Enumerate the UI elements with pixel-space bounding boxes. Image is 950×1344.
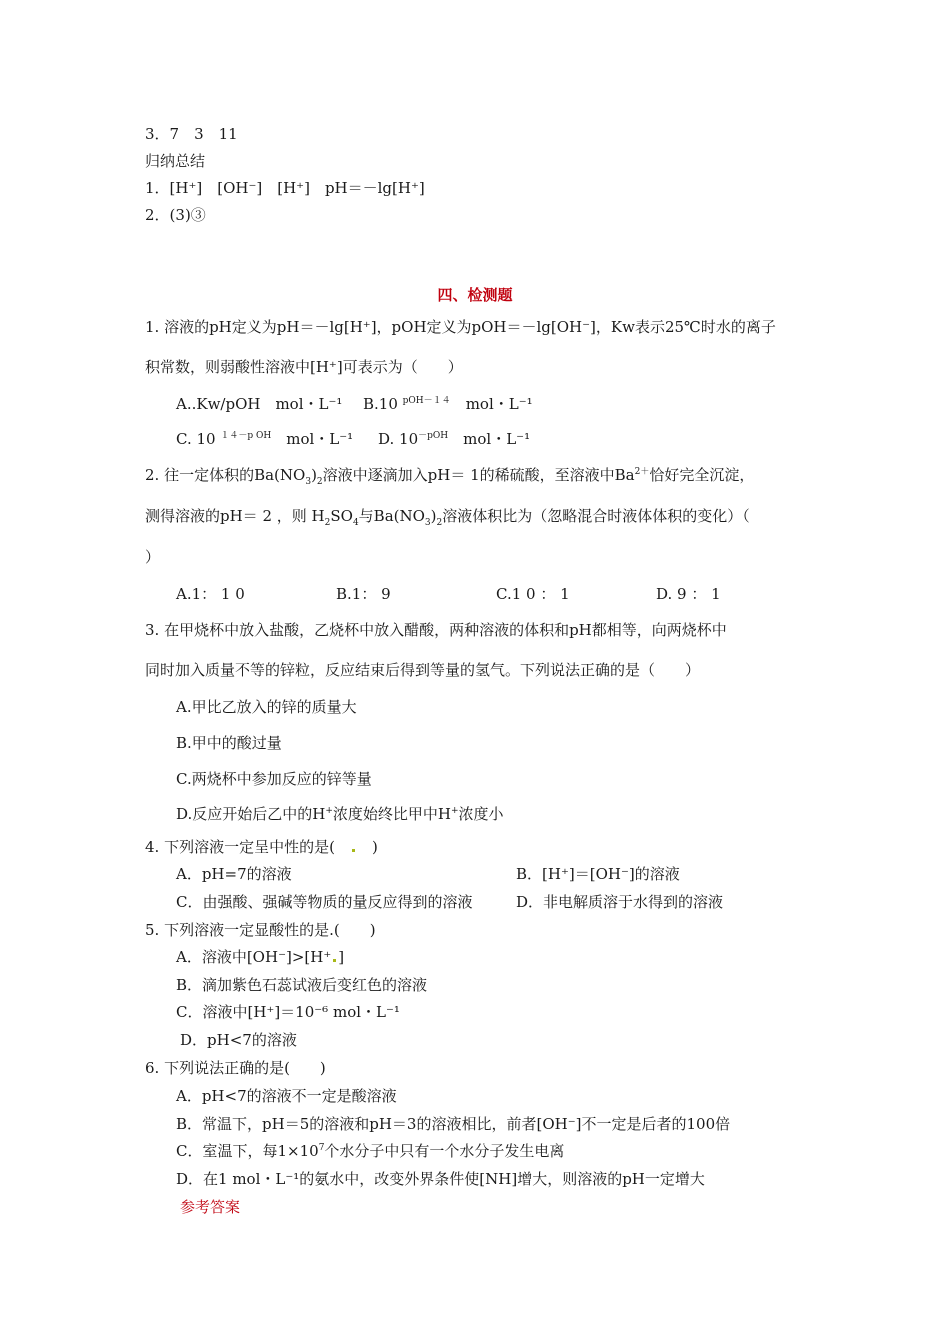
q1-option-b: B.10 $^{pOH-14}$ mol・L⁻¹ xyxy=(363,395,533,413)
q4-option-c: C．由强酸、强碱等物质的量反应得到的溶液 xyxy=(176,893,473,911)
q2-option-c: C.1 0 ： 1 xyxy=(496,585,570,603)
q5-option-c: C．溶液中[H⁺]＝10⁻⁶ mol・L⁻¹ xyxy=(176,1003,400,1021)
q4-options-row-2 xyxy=(176,892,723,912)
q6-stem: 6. 下列说法正确的是( ) xyxy=(145,1059,326,1077)
q3-stem-line-1: 3. 在甲烧杯中放入盐酸，乙烧杯中放入醋酸，两种溶液的体积和pH都相等，向两烧杯中 xyxy=(145,621,727,639)
q3-option-b: B.甲中的酸过量 xyxy=(176,734,282,752)
q4-option-b: B．[H⁺]＝[OH⁻]的溶液 xyxy=(516,865,680,883)
section-title: 四、检测题 xyxy=(437,286,513,304)
q2-option-b: B.1： 9 xyxy=(336,585,391,603)
q1-stem-line-1: 1. 溶液的pH定义为pH＝－lg[H⁺]，pOH定义为pOH＝－lg[OH⁻]，Kw表示25℃时水的离子 xyxy=(145,318,776,336)
q4-options-row-1 xyxy=(176,864,680,884)
q1-option-a: A..Kw/pOH mol・L⁻¹ xyxy=(176,395,343,413)
q1-options-row-1 xyxy=(176,394,533,414)
q3-option-c: C.两烧杯中参加反应的锌等量 xyxy=(176,770,372,788)
q2-options-row xyxy=(176,584,721,604)
q2-option-a: A.1： 1 0 xyxy=(176,585,245,603)
q2-stem-line-2: 测得溶液的pH＝ 2 ，则 $H_2SO_4$与$Ba(NO_3)_2$溶液体积比为（忽略混合时液体体积的变化）（ xyxy=(145,507,750,528)
q6-option-d: D．在1 mol・L⁻¹的氨水中，改变外界条件使[NH]增大，则溶液的pH一定增大 xyxy=(176,1170,705,1188)
q1-option-d: D. $10^{-pOH}$ mol・L⁻¹ xyxy=(378,430,531,448)
q1-stem-line-2: 积常数，则弱酸性溶液中[H⁺]可表示为（ ） xyxy=(145,358,463,376)
q3-stem-line-2: 同时加入质量不等的锌粒，反应结束后得到等量的氢气。下列说法正确的是（ ） xyxy=(145,661,701,679)
q4-option-a: A．pH=7的溶液 xyxy=(176,865,292,883)
q6-option-b: B．常温下，pH＝5的溶液和pH＝3的溶液相比，前者[OH⁻]不一定是后者的100倍 xyxy=(176,1115,731,1133)
summary-line-2: 2．(3)③ xyxy=(145,206,206,224)
q2-stem-line-3: ） xyxy=(145,548,161,566)
q4-option-d: D．非电解质溶于水得到的溶液 xyxy=(516,893,724,911)
q3-option-d: D.反应开始后乙中的H+浓度始终比甲中H+浓度小 xyxy=(176,805,504,823)
q1-options-row-2 xyxy=(176,429,530,449)
q3-option-a: A.甲比乙放入的锌的质量大 xyxy=(176,698,357,716)
summary-heading: 归纳总结 xyxy=(145,152,206,170)
ink-dot xyxy=(333,959,336,962)
q6-option-c: C．室温下，每$1\times 10^7$个水分子中只有一个水分子发生电离 xyxy=(176,1142,565,1160)
q5-stem: 5. 下列溶液一定显酸性的是.( ) xyxy=(145,921,376,939)
q5-option-a: A．溶液中[OH⁻]>[H⁺ ] xyxy=(176,948,345,966)
answer-line-3: 3．7 3 11 xyxy=(145,125,238,143)
q2-stem-line-1: 2. 往一定体积的$Ba(NO_3)_2$溶液中逐滴加入pH＝ 1的稀硫酸，至溶液中$Ba^{2+}$恰好完全沉淀， xyxy=(145,466,755,487)
q2-option-d: D. 9 ： 1 xyxy=(656,585,721,603)
q6-option-a: A．pH<7的溶液不一定是酸溶液 xyxy=(176,1087,397,1105)
q5-option-d: D．pH<7的溶液 xyxy=(180,1031,297,1049)
reference-answer-heading: 参考答案 xyxy=(180,1198,241,1216)
q1-option-c: C. 10 $^{14-p OH}$ mol・L⁻¹ xyxy=(176,430,354,448)
q5-option-b: B．滴加紫色石蕊试液后变红色的溶液 xyxy=(176,976,428,994)
summary-line-1: 1．[H⁺] [OH⁻] [H⁺] pH＝－lg[H⁺] xyxy=(145,179,425,197)
q4-stem: 4. 下列溶液一定呈中性的是( ) xyxy=(145,838,378,856)
ink-dot xyxy=(352,849,355,852)
